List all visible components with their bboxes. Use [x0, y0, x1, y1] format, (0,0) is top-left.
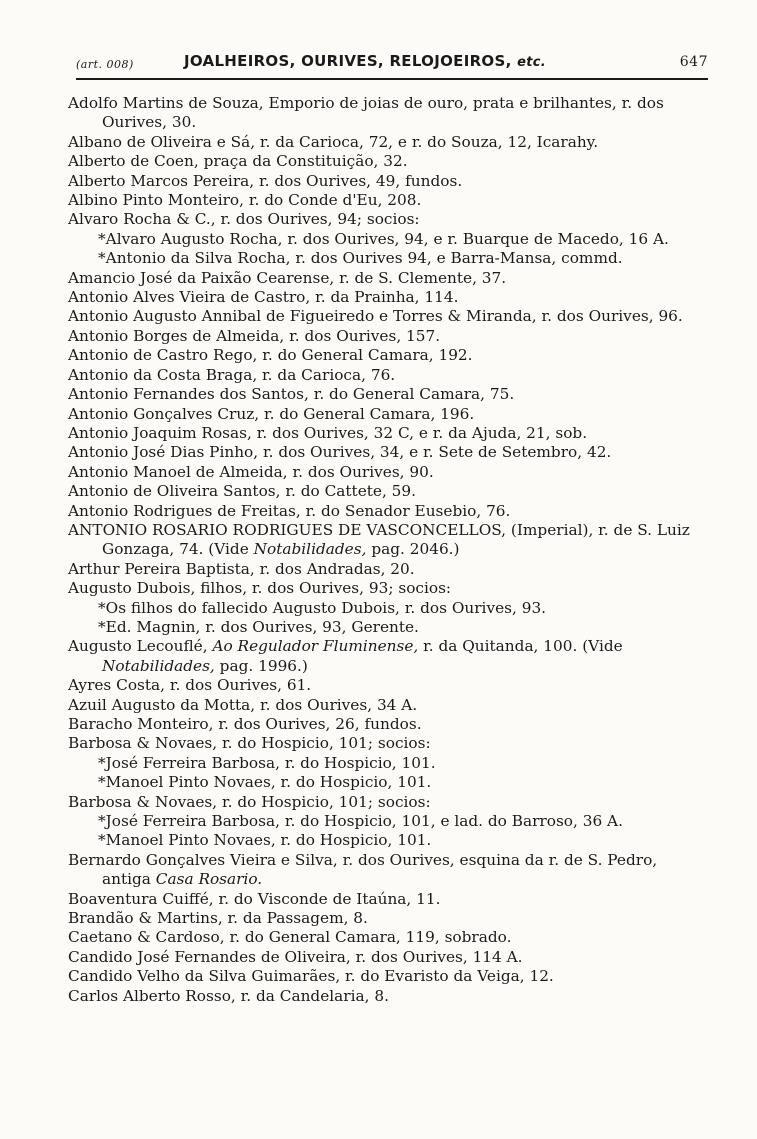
directory-entry — [68, 463, 708, 482]
directory-entry — [68, 734, 708, 753]
entry-text: Antonio Augusto Annibal de Figueiredo e Torres & Miranda, r. dos Ourives, 96. — [68, 307, 683, 326]
header-title-text: JOALHEIROS, OURIVES, RELOJOEIROS, — [184, 52, 512, 70]
entry-italic-text: Notabilidades, — [102, 656, 215, 675]
entry-text: Brandão & Martins, r. da Passagem, 8. — [68, 909, 368, 928]
directory-entry — [68, 715, 708, 734]
entry-text: Antonio Alves Vieira de Castro, r. da Prainha, 114. — [68, 288, 459, 307]
entry-text: Antonio de Oliveira Santos, r. do Cattete, 59. — [68, 482, 417, 501]
directory-entry — [68, 152, 708, 171]
entry-italic-text: Casa Rosario. — [155, 870, 263, 889]
directory-entry — [68, 987, 708, 1006]
sub-entry — [68, 831, 708, 850]
sub-entry — [68, 599, 708, 618]
sub-entry — [68, 249, 708, 268]
sub-entry — [68, 754, 708, 773]
directory-entry — [68, 133, 708, 152]
entry-text: Barbosa & Novaes, r. do Hospicio, 101; socios: — [68, 734, 431, 753]
entry-text: Antonio José Dias Pinho, r. dos Ourives, 34, e r. Sete de Setembro, 42. — [68, 443, 612, 462]
directory-entry — [68, 793, 708, 812]
entry-text: Antonio Borges de Almeida, r. dos Ourives, 157. — [68, 326, 441, 345]
entry-text: r. da Quitanda, 100. (Vide — [418, 637, 623, 656]
entry-text: *Antonio da Silva Rocha, r. dos Ourives 94, e Barra-Mansa, commd. — [98, 249, 623, 268]
entry-text: Candido José Fernandes de Oliveira, r. dos Ourives, 114 A. — [68, 947, 523, 966]
entry-text: *Manoel Pinto Novaes, r. do Hospicio, 101. — [98, 831, 432, 850]
directory-entry — [68, 307, 708, 326]
directory-entry — [68, 967, 708, 986]
sub-entry — [68, 618, 708, 637]
directory-entry — [68, 366, 708, 385]
sub-entry — [68, 812, 708, 831]
entry-text: Augusto Dubois, filhos, r. dos Ourives, 93; socios: — [68, 579, 452, 598]
entry-text: Carlos Alberto Rosso, r. da Candelaria, 8. — [68, 986, 389, 1005]
entry-text: pag. 1996.) — [214, 656, 308, 675]
header-title — [184, 52, 546, 70]
entry-text: *Manoel Pinto Novaes, r. do Hospicio, 101. — [98, 773, 432, 792]
entry-text: Candido Velho da Silva Guimarães, r. do Evaristo da Veiga, 12. — [68, 967, 554, 986]
entry-text: Adolfo Martins de Souza, Emporio de joias de ouro, prata e brilhantes, r. dos Ourives, 30. — [68, 94, 664, 132]
entry-text: Amancio José da Paixão Cearense, r. de S. Clemente, 37. — [68, 268, 507, 287]
directory-entry — [68, 94, 708, 133]
sub-entry — [68, 230, 708, 249]
entry-text: Albino Pinto Monteiro, r. do Conde d'Eu, 208. — [68, 191, 422, 210]
entry-text: Antonio Gonçalves Cruz, r. do General Camara, 196. — [68, 404, 475, 423]
page-number: 647 — [679, 54, 708, 70]
directory-entry — [68, 269, 708, 288]
entry-text: Caetano & Cardoso, r. do General Camara, 119, sobrado. — [68, 928, 512, 947]
entry-text: Barbosa & Novaes, r. do Hospicio, 101; socios: — [68, 792, 431, 811]
directory-entry — [68, 560, 708, 579]
entry-text: Albano de Oliveira e Sá, r. da Carioca, 72, e r. do Souza, 12, Icarahy. — [68, 132, 599, 151]
directory-entry — [68, 521, 708, 560]
entry-text: *José Ferreira Barbosa, r. do Hospicio, 101, e lad. do Barroso, 36 A. — [98, 812, 623, 831]
entry-text: Boaventura Cuiffé, r. do Visconde de Itaúna, 11. — [68, 889, 441, 908]
directory-entry — [68, 948, 708, 967]
directory-entry — [68, 909, 708, 928]
entry-text: Alberto Marcos Pereira, r. dos Ourives, 49, fundos. — [68, 171, 463, 190]
directory-entry — [68, 288, 708, 307]
entry-text: Antonio Fernandes dos Santos, r. do General Camara, 75. — [68, 385, 515, 404]
entry-text: Arthur Pereira Baptista, r. dos Andradas, 20. — [68, 559, 415, 578]
entry-text: Ayres Costa, r. dos Ourives, 61. — [68, 676, 312, 695]
directory-entry — [68, 172, 708, 191]
entry-italic-text: Notabilidades, — [253, 540, 367, 559]
directory-entry — [68, 637, 708, 676]
directory-entry — [68, 210, 708, 229]
directory-entry — [68, 851, 708, 890]
entry-text: Alberto de Coen, praça da Constituição, 32. — [68, 152, 408, 171]
directory-entry — [68, 890, 708, 909]
directory-entry — [68, 676, 708, 695]
entry-list — [68, 94, 708, 1006]
directory-entry — [68, 443, 708, 462]
entry-text: Antonio de Castro Rego, r. do General Camara, 192. — [68, 346, 473, 365]
entry-text: *Ed. Magnin, r. dos Ourives, 93, Gerente. — [98, 617, 419, 636]
entry-text: Antonio Joaquim Rosas, r. dos Ourives, 32 C, e r. da Ajuda, 21, sob. — [68, 423, 588, 442]
entry-text: ANTONIO ROSARIO RODRIGUES DE VASCONCELLOS, (Imperial), r. de S. Luiz Gonzaga, 74. (Vide — [68, 520, 690, 559]
header-article-ref: (art. 008) — [76, 58, 134, 71]
entry-text: Bernardo Gonçalves Vieira e Silva, r. dos Ourives, esquina da r. de S. Pedro, antiga — [68, 850, 658, 889]
entry-text: Azuil Augusto da Motta, r. dos Ourives, 34 A. — [68, 695, 418, 714]
directory-entry — [68, 424, 708, 443]
entry-text: pag. 2046.) — [366, 540, 460, 559]
directory-entry — [68, 405, 708, 424]
entry-text: Antonio Rodrigues de Freitas, r. do Senador Eusebio, 76. — [68, 501, 511, 520]
entry-text: Baracho Monteiro, r. dos Ourives, 26, fundos. — [68, 715, 422, 733]
directory-entry — [68, 579, 708, 598]
entry-text: Antonio Manoel de Almeida, r. dos Ourives, 90. — [68, 462, 434, 481]
sub-entry — [68, 773, 708, 792]
entry-text: Alvaro Rocha & C., r. dos Ourives, 94; socios: — [68, 210, 420, 229]
directory-entry — [68, 191, 708, 210]
directory-entry — [68, 346, 708, 365]
directory-entry — [68, 928, 708, 947]
directory-entry — [68, 696, 708, 715]
entry-text: *Alvaro Augusto Rocha, r. dos Ourives, 94, e r. Buarque de Macedo, 16 A. — [98, 229, 669, 248]
page-header — [76, 52, 708, 80]
directory-entry — [68, 327, 708, 346]
directory-entry — [68, 482, 708, 501]
entry-text: *Os filhos do fallecido Augusto Dubois, r. dos Ourives, 93. — [98, 598, 547, 617]
entry-italic-text: Ao Regulador Fluminense, — [212, 637, 419, 656]
entry-text: Augusto Lecouflé, — [68, 637, 213, 656]
entry-text: Antonio da Costa Braga, r. da Carioca, 76. — [68, 365, 396, 384]
header-title-etc: etc. — [517, 55, 547, 70]
directory-entry — [68, 502, 708, 521]
directory-entry — [68, 385, 708, 404]
entry-text: *José Ferreira Barbosa, r. do Hospicio, 101. — [98, 753, 436, 772]
